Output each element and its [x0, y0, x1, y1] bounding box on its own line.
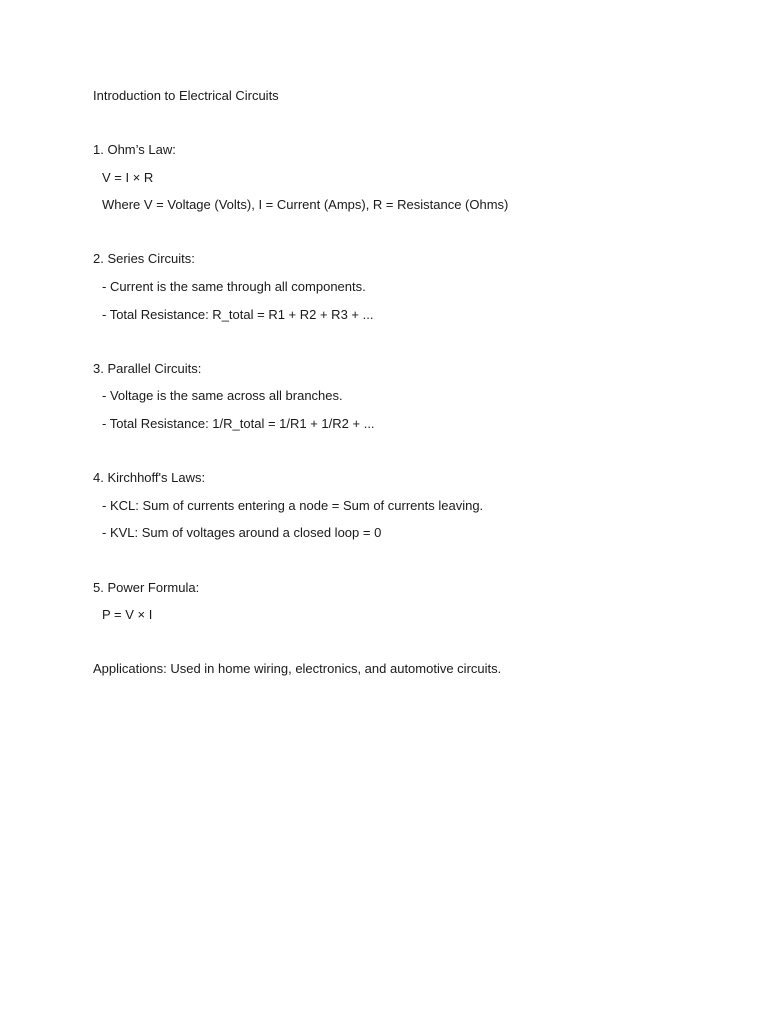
series-circuits-resistance: - Total Resistance: R_total = R1 + R2 + R3 + ... [102, 307, 374, 322]
section-heading-parallel-circuits: 3. Parallel Circuits: [93, 361, 202, 376]
section-heading-series-circuits: 2. Series Circuits: [93, 251, 195, 266]
section-heading-ohms-law: 1. Ohm’s Law: [93, 142, 176, 157]
document-title: Introduction to Electrical Circuits [93, 88, 279, 103]
power-formula: P = V × I [102, 607, 153, 622]
ohms-law-definitions: Where V = Voltage (Volts), I = Current (Amps), R = Resistance (Ohms) [102, 197, 509, 212]
ohms-law-formula: V = I × R [102, 170, 154, 185]
parallel-circuits-resistance: - Total Resistance: 1/R_total = 1/R1 + 1/R2 + ... [102, 416, 375, 431]
series-circuits-current: - Current is the same through all components. [102, 279, 366, 294]
applications-text: Applications: Used in home wiring, electronics, and automotive circuits. [93, 661, 502, 676]
section-heading-power-formula: 5. Power Formula: [93, 580, 200, 595]
kirchhoffs-kcl: - KCL: Sum of currents entering a node = Sum of currents leaving. [102, 498, 484, 513]
kirchhoffs-kvl: - KVL: Sum of voltages around a closed loop = 0 [102, 525, 382, 540]
parallel-circuits-voltage: - Voltage is the same across all branches. [102, 388, 343, 403]
section-heading-kirchhoffs-laws: 4. Kirchhoff's Laws: [93, 470, 206, 485]
